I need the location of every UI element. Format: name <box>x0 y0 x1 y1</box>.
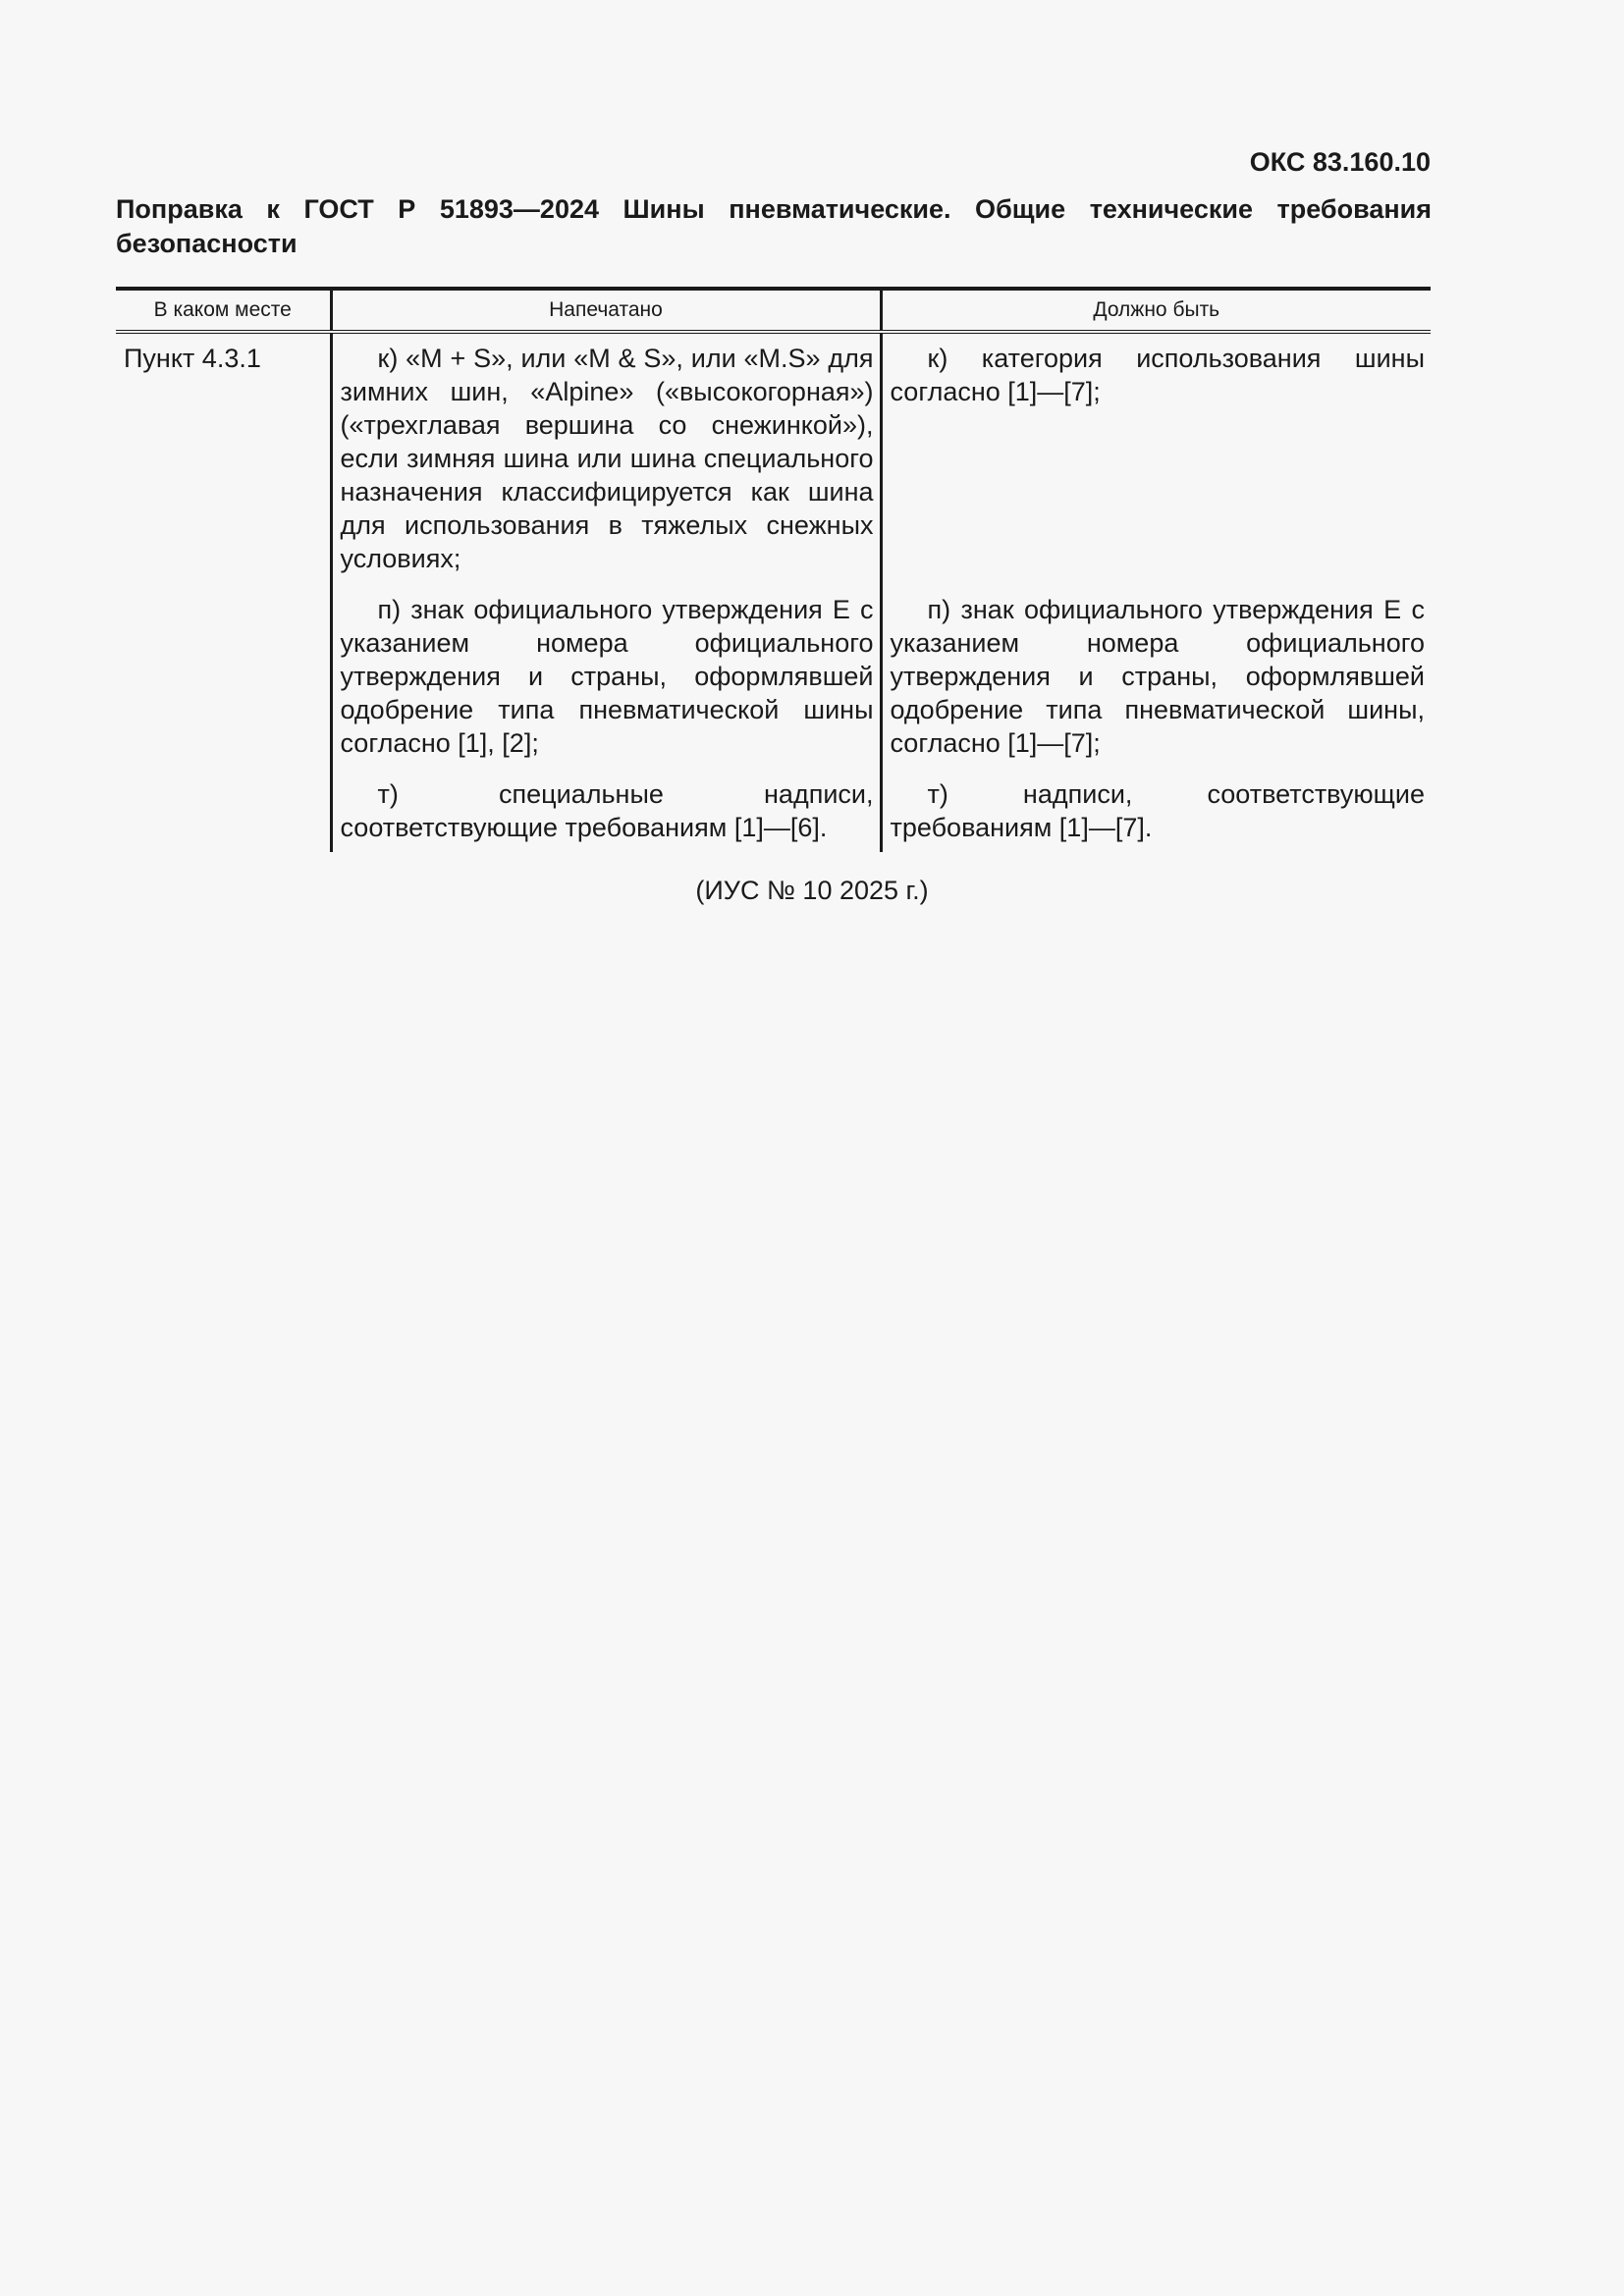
column-header-should-be: Должно быть <box>881 289 1431 332</box>
printed-cell <box>331 332 881 575</box>
place-cell <box>116 575 331 760</box>
printed-cell <box>331 575 881 760</box>
should-be-cell <box>881 760 1431 852</box>
should-be-cell <box>881 332 1431 575</box>
ius-reference: (ИУС № 10 2025 г.) <box>695 876 929 905</box>
printed-cell <box>331 760 881 852</box>
amendment-table <box>116 287 1431 852</box>
table-row <box>116 575 1431 760</box>
should-be-text: п) знак официального утверждения E с указанием номера официального утверждения и страны, оформлявшей одобрение типа пневматической шины, согласно [1]—[7]; <box>890 595 1425 758</box>
column-header-printed: Напечатано <box>331 289 881 332</box>
printed-text: т) специальные надписи, соответствующие требованиям [1]—[6]. <box>340 779 874 842</box>
printed-text: к) «M + S», или «M & S», или «M.S» для зимних шин, «Alpine» («высокогорная») («трехглавая вершина со снежинкой»), если зимняя шина или шина специального назначения классифицируется как шина для использования в тяжелых снежных условиях; <box>340 344 874 573</box>
amendment-table-wrapper <box>116 287 1431 852</box>
column-header-place: В каком месте <box>116 289 331 332</box>
amendment-title: Поправка к ГОСТ Р 51893—2024 Шины пневматические. Общие технические требования безопасности <box>116 194 1432 258</box>
place-cell <box>116 760 331 852</box>
should-be-text: к) категория использования шины согласно [1]—[7]; <box>890 344 1425 406</box>
oks-code: ОКС 83.160.10 <box>1249 147 1431 177</box>
printed-text: п) знак официального утверждения E с указанием номера официального утверждения и страны, оформлявшей одобрение типа пневматической шины согласно [1], [2]; <box>340 595 874 758</box>
should-be-cell <box>881 575 1431 760</box>
should-be-text: т) надписи, соответствующие требованиям [1]—[7]. <box>890 779 1425 842</box>
table-row <box>116 332 1431 575</box>
table-row <box>116 760 1431 852</box>
table-header-row <box>116 289 1431 332</box>
place-cell: Пункт 4.3.1 <box>124 344 261 373</box>
